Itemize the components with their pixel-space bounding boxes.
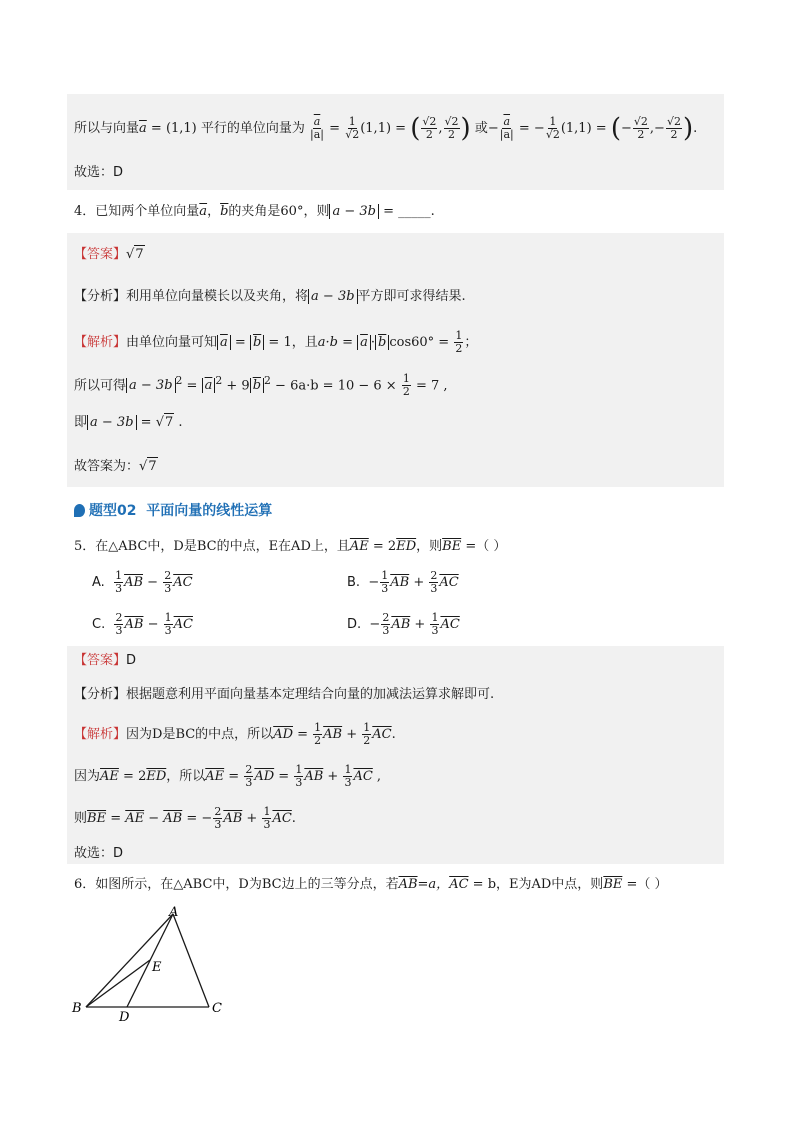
- side-ac: [173, 914, 209, 1007]
- solution-block-q4: [67, 233, 724, 487]
- option-d[interactable]: D. − $\frac{2}{3}$ $\overline{AB}$ + $\frac{1}{3}$ $\overline{AC}$: [347, 611, 460, 637]
- option-label: A.: [92, 575, 105, 590]
- q5-solution-3: 则$\overline{BE} = \overline{AE} - \overline{AB}$ = − $\frac{2}{3}$ $\overline{AB}$ + $\frac{1}{3}$ $\overline{AC}$.: [74, 805, 296, 831]
- option-label: B.: [347, 575, 361, 590]
- q5-answer: 【答案】D: [74, 653, 137, 668]
- label-e: E: [152, 960, 162, 975]
- section-heading: 题型02 平面向量的线性运算: [74, 500, 272, 520]
- q3-unit-vector-line: 所以与向量$\overline{a} = (1,1)$ 平行的单位向量为 $\frac{\overline{a}}{|a|}$ = $\frac{1}{√2}$ (1,1) = ( $\frac{√2}{2}$ , $\frac{√2}{2}$ ) 或− $\frac{\overline{a}}{|a|}$ = − $\frac{1}{√2}$ (1,1) = (− $\frac{√2}{2}$ ,− $\frac{√2}{2}$ ).: [74, 113, 698, 144]
- option-a[interactable]: A. $\frac{1}{3}$ $\overline{AB}$ − $\frac{2}{3}$ $\overline{AC}$: [92, 569, 193, 595]
- q4-solution-3: 即 a − 3b = √7 .: [74, 415, 183, 430]
- q5-choose-line: 故选：D: [74, 846, 124, 861]
- label-a: A: [169, 905, 179, 920]
- q4-solution-1: 【解析】由单位向量可知 $\overline{a} = \overline{b} = 1$，且$a\cdot b = \overline{a} \cdot \overline{b}$ cos60° = $\frac{1}{2}$ ；: [74, 329, 478, 355]
- option-label: C.: [92, 617, 106, 632]
- q4-solution-2: 所以可得 a − 3b $^2 = \overline{a}$ $^2$ + 9 $\overline{b}$ $^2$ − 6a·b = 10 − 6 × $\frac{1}{2}$ = 7 ,: [74, 372, 448, 399]
- q4-analysis: 【分析】利用单位向量模长以及夹角，将 a − 3b 平方即可求得结果.: [74, 289, 466, 304]
- segment-be: [86, 960, 150, 1007]
- q4-stem: 4．已知两个单位向量$\overline{a}$，$\overline{b}$的夹角是60°，则 a − 3b = _____.: [74, 204, 435, 219]
- q5-solution-2: 因为$\overline{AE} = 2\overline{ED}$，所以$\overline{AE}$ = $\frac{2}{3}$ $\overline{AD}$ = $\frac{1}{3}$ $\overline{AB}$ + $\frac{1}{3}$ $\overline{AC}$ ,: [74, 763, 382, 789]
- solution-block-q3: [67, 94, 724, 190]
- option-label: D.: [347, 617, 362, 632]
- label-c: C: [212, 1001, 222, 1016]
- section-marker-icon: [74, 504, 85, 517]
- q6-stem: 6．如图所示，在△ABC中，D为BC边上的三等分点，若$\overline{AB}=a$，$\overline{AC} = b$，E为AD中点，则$\overline{BE}$ =（ ）: [74, 877, 668, 892]
- option-c[interactable]: C. $\frac{2}{3}$ $\overline{AB}$ − $\frac{1}{3}$ $\overline{AC}$: [92, 611, 193, 637]
- q4-answer: 【答案】√7: [74, 247, 144, 262]
- q5-analysis: 【分析】根据题意利用平面向量基本定理结合向量的加减法运算求解即可.: [74, 687, 495, 702]
- q3-choose-line: 故选：D: [74, 165, 124, 180]
- triangle-figure: [66, 900, 236, 1025]
- solution-block-q5: [67, 646, 724, 864]
- label-d: D: [119, 1010, 130, 1025]
- label-b: B: [72, 1001, 82, 1016]
- q5-solution-1: 【解析】因为D是BC的中点，所以$\overline{AD}$ = $\frac{1}{2}$ $\overline{AB}$ + $\frac{1}{2}$ $\overline{AC}$.: [74, 721, 396, 747]
- q5-stem: 5．在△ABC中，D是BC的中点，E在AD上，且$\overline{AE} = 2\overline{ED}$，则$\overline{BE}$ =（ ）: [74, 539, 507, 554]
- option-b[interactable]: B. − $\frac{1}{3}$ $\overline{AB}$ + $\frac{2}{3}$ $\overline{AC}$: [347, 569, 459, 595]
- q4-final: 故答案为：√7: [74, 459, 157, 474]
